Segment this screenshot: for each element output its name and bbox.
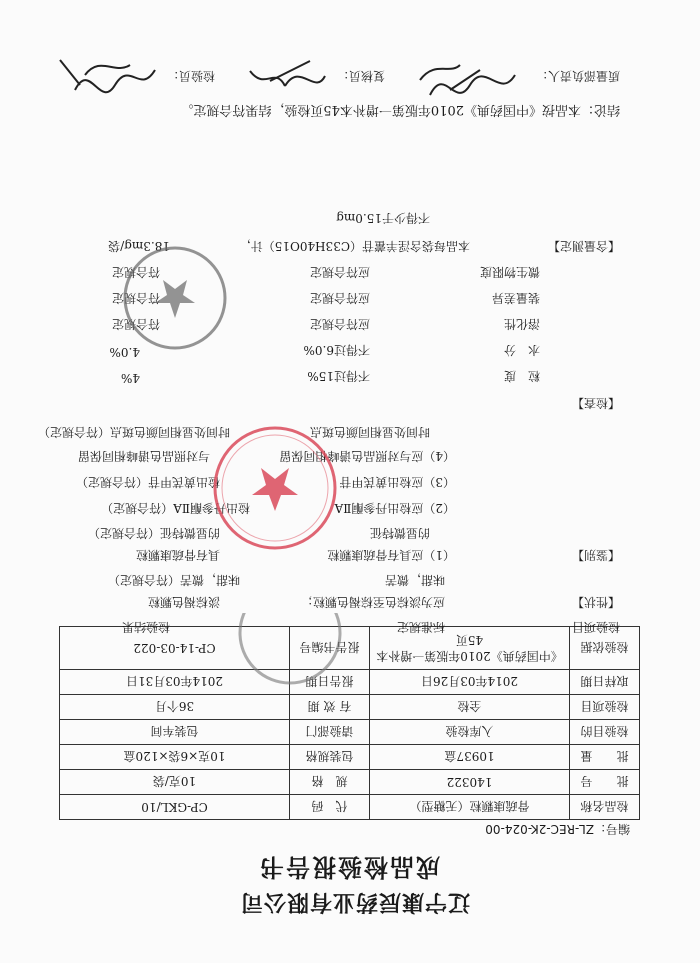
table-row: [60, 770, 640, 795]
section-inspection: 【检查】: [571, 396, 620, 410]
assay-standard-2: 不得少于15.0mg: [336, 211, 430, 225]
value-expiry: 36个月: [60, 695, 290, 720]
solubility-standard: 应符合规定: [309, 317, 370, 331]
value-code: CP-GKL/10: [60, 795, 290, 820]
assay-standard: 本品每袋含淫羊藿苷（C33H40O15）计，: [238, 239, 470, 253]
label-spec: 规 格: [290, 770, 370, 795]
table-row: [60, 720, 640, 745]
moisture-label: 水 分: [503, 343, 540, 357]
granularity-label: 粒 度: [503, 369, 540, 383]
col-header-item: 检验项目: [571, 620, 620, 634]
appearance-result-2: 味甜，微苦（符合规定）: [107, 573, 240, 587]
label-requesting-dept: 请验部门: [290, 720, 370, 745]
label-expiry: 有 效 期: [290, 695, 370, 720]
ident2-result: 检出丹参酮ⅡA（符合规定）: [101, 501, 250, 515]
col-header-result: 检验结果: [121, 620, 170, 634]
inspector-signature: [50, 50, 160, 105]
microbial-standard: 应符合规定: [309, 265, 370, 279]
value-report-date: 2014年03月31日: [60, 670, 290, 695]
value-purpose: 入库检验: [370, 720, 570, 745]
appearance-standard: 应为淡棕色至棕褐色颗粒；: [300, 595, 445, 609]
moisture-result: 4.0%: [109, 345, 140, 359]
appearance-result: 淡棕褐色颗粒: [147, 595, 220, 609]
value-basis: 《中国药典》2010年版第一增补本45页: [370, 627, 570, 670]
granularity-result: 4%: [120, 371, 140, 385]
label-basis: 检验依据: [570, 627, 640, 670]
label-items: 检验项目: [570, 695, 640, 720]
label-batch-no: 批 号: [570, 770, 640, 795]
section-assay: 【含量测定】: [547, 239, 620, 253]
table-row: [60, 745, 640, 770]
table-row: [60, 795, 640, 820]
label-sampling-date: 取样日期: [570, 670, 640, 695]
ident4-standard-2: 时间处显相同颜色斑点: [309, 425, 430, 439]
company-name: 辽宁康辰药业有限公司: [239, 889, 470, 915]
inspection-stamp: [230, 613, 350, 693]
qa-head-label: 质量部负责人：: [535, 69, 620, 83]
ident4-result: 与对照品色谱峰相同保留: [77, 449, 210, 463]
value-batch-size: 10937盒: [370, 745, 570, 770]
value-report-no: CP-14-03-022: [60, 627, 290, 670]
label-code: 代 码: [290, 795, 370, 820]
ident4-standard: （4）应与对照品色谱峰相同保留: [279, 449, 455, 463]
reviewer-label: 复核员：: [336, 69, 385, 83]
solubility-label: 溶化性: [503, 317, 540, 331]
granularity-standard: 不得过15%: [307, 369, 370, 383]
value-spec: 10克/袋: [60, 770, 290, 795]
fill-weight-standard: 应符合规定: [309, 291, 370, 305]
document-number: 编号：ZL-REC-2K-024-00: [485, 822, 630, 836]
reviewer-signature: [240, 51, 330, 101]
label-product-name: 检品名称: [570, 795, 640, 820]
inspector-label: 检验员：: [166, 69, 215, 83]
qa-head-signature: [410, 55, 520, 105]
value-pack-spec: 10克×6袋×120盒: [60, 745, 290, 770]
fill-weight-label: 装量差异: [491, 291, 540, 305]
ident2-standard: （2）应检出丹参酮ⅡA: [334, 501, 455, 515]
report-title: 成品检验报告书: [258, 853, 440, 882]
microbial-result: 符合规定: [111, 265, 160, 279]
ident1-result-2: 的显微特征（符合规定）: [87, 526, 220, 540]
appearance-standard-2: 味甜，微苦: [384, 573, 445, 587]
ident4-result-2: 时间处显相同颜色斑点（符合规定）: [37, 425, 230, 439]
assay-result: 18.3mg/袋: [108, 239, 170, 253]
ident1-standard: （1）应具有骨疏康颗粒: [327, 548, 455, 562]
quality-dept-stamp: [120, 243, 230, 353]
value-sampling-date: 2014年03月26日: [370, 670, 570, 695]
microbial-label: 微生物限度: [479, 265, 540, 279]
company-seal-stamp: [210, 423, 340, 553]
ident1-result: 具有骨疏康颗粒: [135, 548, 220, 562]
label-report-no: 报告书编号: [290, 627, 370, 670]
ident3-result: 检出黄芪甲苷（符合规定）: [75, 475, 220, 489]
col-header-standard: 标准规定: [396, 620, 445, 634]
section-appearance: 【性状】: [571, 595, 620, 609]
ident3-standard: （3）应检出黄芪甲苷: [339, 475, 455, 489]
moisture-standard: 不得过6.0%: [303, 343, 370, 357]
section-identification: 【鉴别】: [571, 548, 620, 562]
label-pack-spec: 包装规格: [290, 745, 370, 770]
value-items: 全检: [370, 695, 570, 720]
ident1-standard-2: 的显微特征: [369, 526, 430, 540]
value-batch-no: 140322: [370, 770, 570, 795]
label-purpose: 检验目的: [570, 720, 640, 745]
label-batch-size: 批 量: [570, 745, 640, 770]
table-row: [60, 695, 640, 720]
value-product-name: 骨疏康颗粒（无糖型）: [370, 795, 570, 820]
label-report-date: 报告日期: [290, 670, 370, 695]
conclusion: 结论：本品按《中国药典》2010年版第一增补本45页检验，结果符合规定。: [180, 102, 620, 117]
value-requesting-dept: 包装车间: [60, 720, 290, 745]
solubility-result: 符合规定: [111, 317, 160, 331]
fill-weight-result: 符合规定: [111, 291, 160, 305]
